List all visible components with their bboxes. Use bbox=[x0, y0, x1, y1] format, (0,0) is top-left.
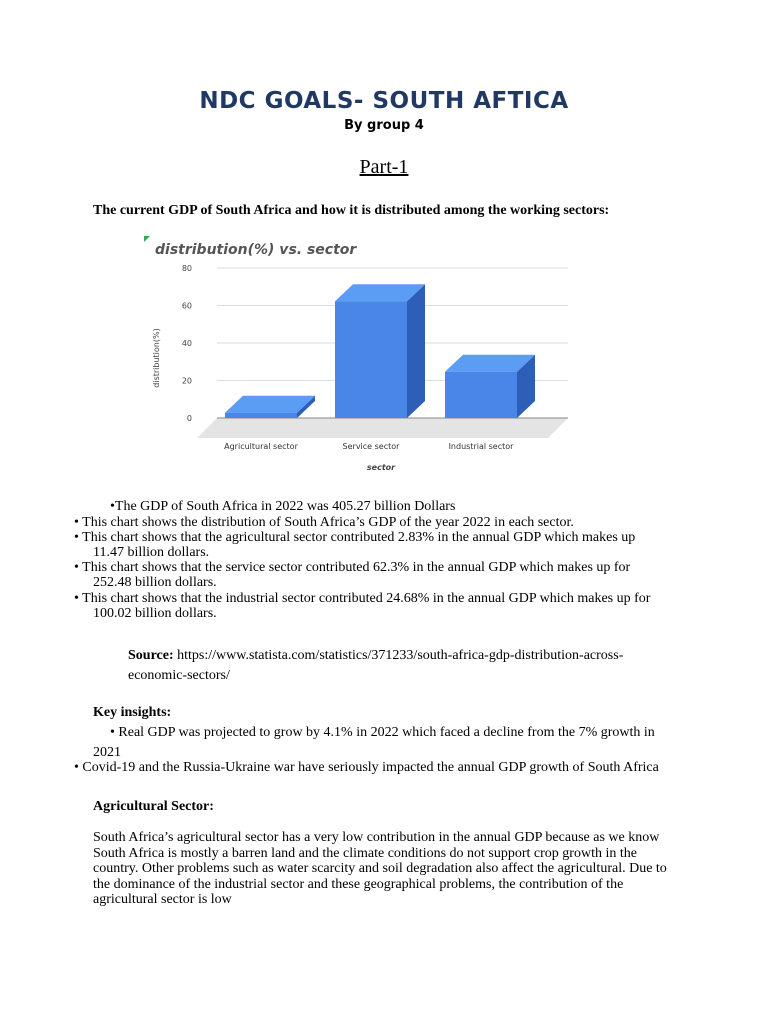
y-axis-label: distribution(%) bbox=[152, 328, 161, 388]
bar-front bbox=[335, 301, 407, 418]
x-tick-label: Industrial sector bbox=[448, 442, 514, 451]
agricultural-sector-heading: Agricultural Sector: bbox=[93, 799, 214, 814]
y-tick-label: 20 bbox=[181, 376, 192, 386]
agricultural-sector-paragraph: South Africa’s agricultural sector has a very low contribution in the annual GDP because as we know South Africa is mostly a barren land and the climate conditions do not support crop growth in the country. Other problems such as water scarcity and soil degradation also affect the agricultural. Due to the dominance of the industrial sector and these geographical problems, the contribution of the agricultural sector is low bbox=[93, 830, 667, 907]
bullet-agriculture-line1: • This chart shows that the agricultural sector contributed 2.83% in the annual GDP which makes up bbox=[74, 530, 636, 545]
gdp-total-bullet: •The GDP of South Africa in 2022 was 405.27 billion Dollars bbox=[110, 499, 456, 514]
bar-front bbox=[225, 413, 297, 418]
insight-gdp-growth-line1: • Real GDP was projected to grow by 4.1% in 2022 which faced a decline from the 7% growth in bbox=[110, 725, 655, 740]
document-title: NDC GOALS- SOUTH AFTICA bbox=[199, 88, 569, 114]
bar-front bbox=[445, 372, 517, 418]
source-citation bbox=[128, 646, 668, 686]
chart-title: distribution(%) vs. sector bbox=[155, 242, 357, 258]
bullet-industrial-line2: 100.02 billion dollars. bbox=[93, 606, 217, 621]
bar-service-sector bbox=[335, 284, 425, 418]
key-insights-heading: Key insights: bbox=[93, 705, 172, 720]
x-axis-label: sector bbox=[366, 463, 396, 472]
source-url[interactable]: https://www.statista.com/statistics/371233/south-africa-gdp-distribution-across-economic-sectors/ bbox=[128, 648, 624, 683]
y-tick-label: 40 bbox=[181, 339, 192, 348]
bar-industrial-sector bbox=[445, 355, 535, 418]
x-tick-labels bbox=[224, 442, 514, 451]
document-subtitle: By group 4 bbox=[344, 118, 424, 133]
bullet-service-line2: 252.48 billion dollars. bbox=[93, 575, 217, 590]
x-tick-label: Service sector bbox=[342, 442, 400, 451]
insight-covid-war: • Covid-19 and the Russia-Ukraine war have seriously impacted the annual GDP growth of South Africa bbox=[74, 760, 659, 775]
y-tick-label: 80 bbox=[181, 264, 192, 273]
chart-floor bbox=[197, 418, 568, 438]
x-tick-label: Agricultural sector bbox=[224, 442, 298, 451]
intro-text: The current GDP of South Africa and how it is distributed among the working sectors: bbox=[93, 203, 610, 218]
bar-side bbox=[407, 284, 425, 418]
bullet-service-line1: • This chart shows that the service sector contributed 62.3% in the annual GDP which makes up for bbox=[74, 560, 631, 575]
bullet-agriculture-line2: 11.47 billion dollars. bbox=[93, 545, 210, 560]
insight-gdp-growth-line2: 2021 bbox=[93, 745, 121, 760]
bullet-industrial-line1: • This chart shows that the industrial sector contributed 24.68% in the annual GDP which makes up for bbox=[74, 591, 651, 606]
source-label: Source: bbox=[128, 648, 174, 663]
y-tick-label: 60 bbox=[181, 301, 192, 311]
bullet-distribution: • This chart shows the distribution of South Africa’s GDP of the year 2022 in each sector. bbox=[74, 515, 574, 530]
gdp-distribution-chart bbox=[142, 234, 584, 482]
part-heading: Part-1 bbox=[359, 156, 409, 178]
y-tick-label: 0 bbox=[186, 414, 192, 423]
